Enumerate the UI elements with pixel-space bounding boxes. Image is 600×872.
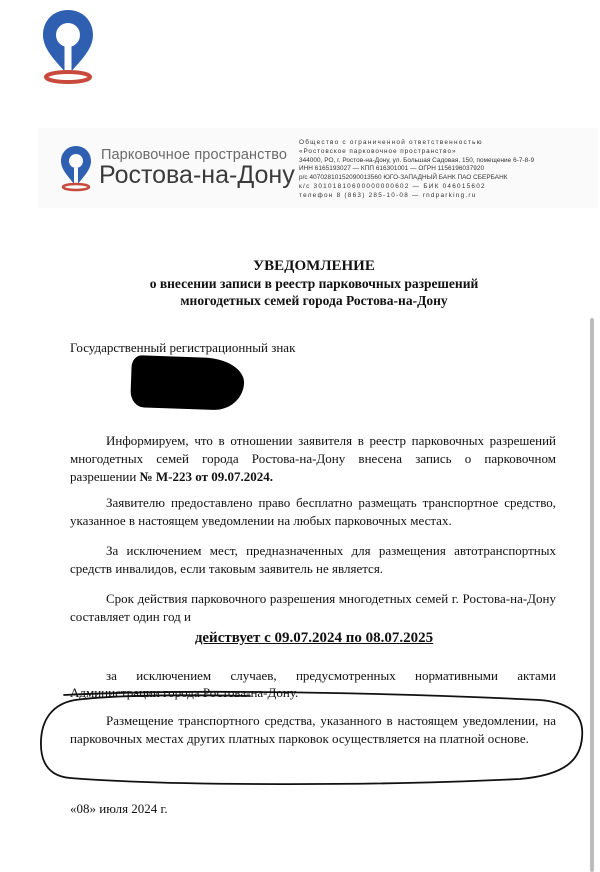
redaction-mark <box>130 355 245 411</box>
document-subtitle: о внесении записи в реестр парковочных разрешений <box>149 276 479 291</box>
paragraph-term: Срок действия парковочного разрешения многодетных семей г. Ростова-на-Дону составляет один год и <box>70 591 556 624</box>
requisites-line: «Ростовское парковочное пространство» <box>299 147 457 155</box>
document-title: УВЕДОМЛЕНИЕ <box>253 258 375 274</box>
paragraph-exceptions-line2: Администрации города Ростова-на-Дону. <box>70 685 299 700</box>
paragraph-exception-disabled: За исключением мест, предназначенных для размещения автотранспортных средств инвалидов, если таковым заявитель не является. <box>70 543 556 576</box>
paragraph-free-parking: Заявителю предоставлено право бесплатно размещать транспортное средство, указанное в настоящем уведомлении на любых парковочных местах. <box>70 495 556 528</box>
requisites-line: 344000, РО, г. Ростов-на-Дону, ул. Большая Садовая, 150, помещение 6-7-8-9 <box>299 156 535 164</box>
paragraph-exceptions-line1: за исключением случаев, предусмотренных нормативными актами <box>106 668 556 683</box>
requisites-line: р/с 40702810152090013560 ЮГО-ЗАПАДНЫЙ БАНК ПАО СБЕРБАНК <box>299 174 508 182</box>
document-date: «08» июля 2024 г. <box>70 801 168 816</box>
requisites-line: к/с 30101810600000000602 — БИК 046015602 <box>299 182 486 190</box>
scrollbar[interactable] <box>590 318 594 872</box>
permit-number: № М-223 от 09.07.2024. <box>139 469 273 484</box>
paragraph-paid-parking: Размещение транспортного средства, указанного в настоящем уведомлении, на парковочных местах других платных парковок осуществляется на платной основе. <box>70 713 556 746</box>
brand-name: Ростова-на-Дону <box>99 161 295 189</box>
requisites-line: телефон 8 (863) 285-10-08 — rndparking.ru <box>299 191 477 199</box>
location-pin-icon <box>38 6 98 84</box>
requisites-line: Общество с ограниченной ответственностью <box>299 139 483 146</box>
handdrawn-circle-mark <box>0 690 600 790</box>
company-logo-icon <box>58 144 94 192</box>
paragraph-registry-entry: Информируем, что в отношении заявителя в реестр парковочных разрешений многодетных семей города Ростова-на-Дону внесена запись о парковочном разрешении № М-223 от 09.07.2024. <box>70 433 556 484</box>
brand-subtitle: Парковочное пространство <box>101 147 288 163</box>
company-requisites <box>299 139 575 201</box>
validity-period: действует с 09.07.2024 по 08.07.2025 <box>194 630 434 646</box>
requisites-line: ИНН 6165193027 — КПП 616301001 — ОГРН 1156196037920 <box>299 165 485 173</box>
plate-label: Государственный регистрационный знак <box>70 340 296 355</box>
document-subtitle: многодетных семей города Ростова-на-Дону <box>180 293 448 308</box>
